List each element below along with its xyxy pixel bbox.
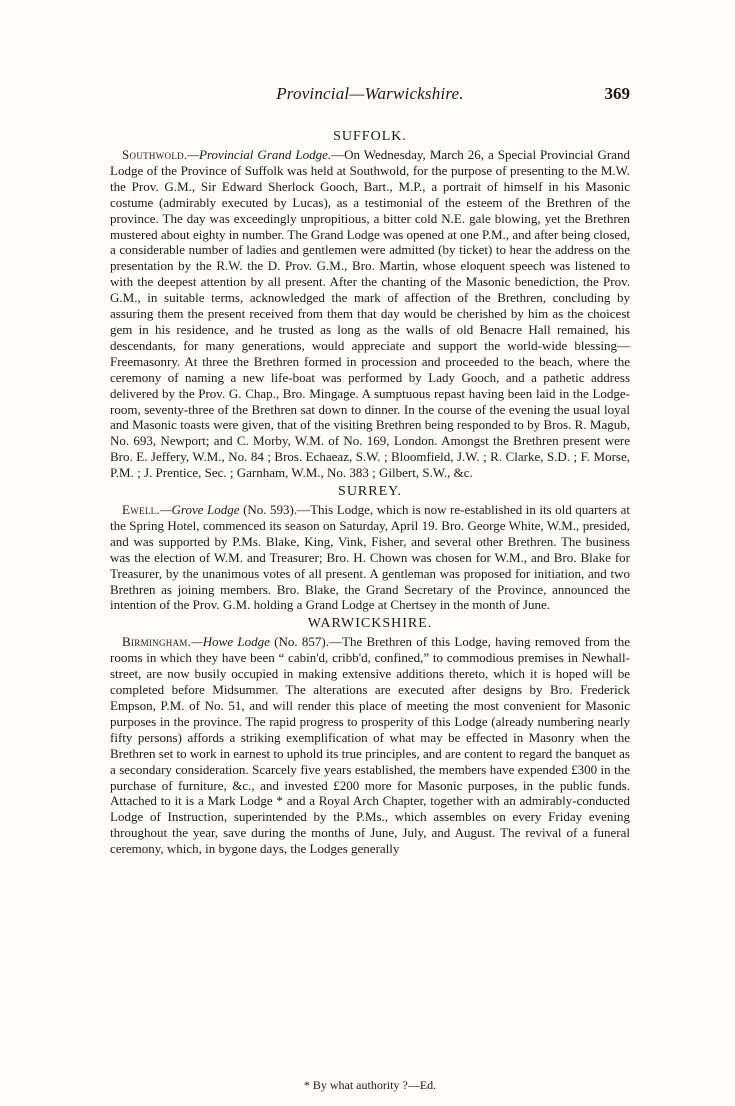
paragraph-surrey [110, 502, 630, 613]
section-heading-suffolk: SUFFOLK. [333, 129, 407, 144]
running-title: Provincial—Warwickshire. [276, 84, 464, 103]
paragraph-body: (No. 857).—The Brethren of this Lodge, having removed from the rooms in which they have been “ cabin'd, cribb'd, confined,” to commodious premises in Newhall-street, are now busily occupied in making extensive additions thereto, which it is hoped will be completed before Midsummer. The alterations are executed after designs by Bro. Frederick Empson, P.M. of No. 51, and will render this place of meeting the most convenient for Masonic purposes in the province. The rapid progress to prosperity of this Lodge (already numbering nearly fifty persons) affords a striking exemplification of what may be effected in Masonry when the Brethren set to work in earnest to uphold its true principles, and are content to regard the banquet as a secondary consideration. Scarcely five years established, the members have expended £300 in the purchase of furniture, &c., and invested £200 more for Masonic purposes, in the public funds. Attached to it is a Mark Lodge * and a Royal Arch Chapter, together with an admirably-conducted Lodge of Instruction, superintended by the P.Ms., which assembles on every Friday evening throughout the year, save during the months of June, July, and August. The revival of a funeral ceremony, which, in bygone days, the Lodges generally [110, 634, 631, 857]
place-name: Birmingham. [122, 634, 192, 650]
paragraph-body: —On Wednesday, March 26, a Special Provincial Grand Lodge of the Province of Suffolk was held at Southwold, for the purpose of presenting to the M.W. the Prov. G.M., Sir Edward Sherlock Gooch, Bart., M.P., a portrait of himself in his Masonic costume (admirably executed by Lucas), as a testimonial of the esteem of the Brethren of the province. The day was exceedingly unpropitious, a bitter cold N.E. gale blowing, yet the Brethren mustered about eighty in number. The Grand Lodge was opened at one P.M., and after being closed, a considerable number of ladies and gentlemen were admitted (by ticket) to hear the address on the presentation by the R.W. the D. Prov. G.M., Bro. Martin, whose eloquent speech was listened to with the deepest attention by all present. After the chanting of the Masonic benediction, the Prov. G.M., in suitable terms, acknowledged the mark of affection of the Brethren, concluding by assuring them the present received from them that day would be cherished by him as the choicest gem in his residence, and he trusted as long as the walls of old Benacre Hall remained, his descendants, for many generations, would appreciate and support the world-wide blessing—Freemasonry. At three the Brethren formed in procession and proceeded to the beach, where the ceremony of naming a new life-boat was performed by Lady Gooch, and a pathetic address delivered by the Prov. G. Chap., Bro. Mingage. A sumptuous repast having been laid in the Lodge-room, seventy-three of the Brethren sat down to dinner. In the course of the evening the usual loyal and Masonic toasts were given, that of the visiting Brethren being responded to by Bros. R. Magub, No. 693, Newport; and C. Morby, W.M. of No. 169, London. Amongst the Brethren present were Bro. E. Jeffery, W.M., No. 84 ; Bros. Echaeaz, S.W. ; Bloomfield, J.W. ; R. Clarke, S.D. ; F. Morse, P.M. ; J. Prentice, Sec. ; Garnham, W.M., No. 383 ; Gilbert, S.W., &c. [110, 147, 630, 481]
paragraph-suffolk [110, 147, 630, 481]
lodge-name: —Howe Lodge [191, 634, 270, 650]
paragraph-warwickshire [110, 634, 630, 857]
paragraph-body: (No. 593).—This Lodge, which is now re-established in its old quarters at the Spring Hotel, commenced its season on Saturday, April 19. Bro. George White, W.M., presided, and was supported by P.Ms. Blake, King, Vink, Fisher, and several other Brethren. The business was the election of W.M. and Treasurer; Bro. H. Chown was chosen for W.M., and Bro. Blake for Treasurer, by the unanimous votes of all present. A gentleman was proposed for initiation, and two Brethren as joining members. Bro. Blake, the Grand Secretary of the Province, announced the intention of the Prov. G.M. holding a Grand Lodge at Chertsey in the month of June. [110, 502, 630, 613]
running-head [110, 84, 630, 108]
page-number: 369 [604, 84, 630, 103]
lodge-name: —Provincial Grand Lodge. [187, 147, 332, 162]
section-heading-warwickshire: WARWICKSHIRE. [307, 616, 433, 632]
section-heading-surrey: SURREY. [338, 484, 402, 500]
place-name: Southwold. [122, 147, 188, 162]
article-text [110, 126, 630, 857]
place-name: Ewell. [122, 502, 160, 518]
footnote: * By what authority ?—Ed. [303, 1078, 437, 1092]
lodge-name: —Grove Lodge [159, 502, 240, 518]
